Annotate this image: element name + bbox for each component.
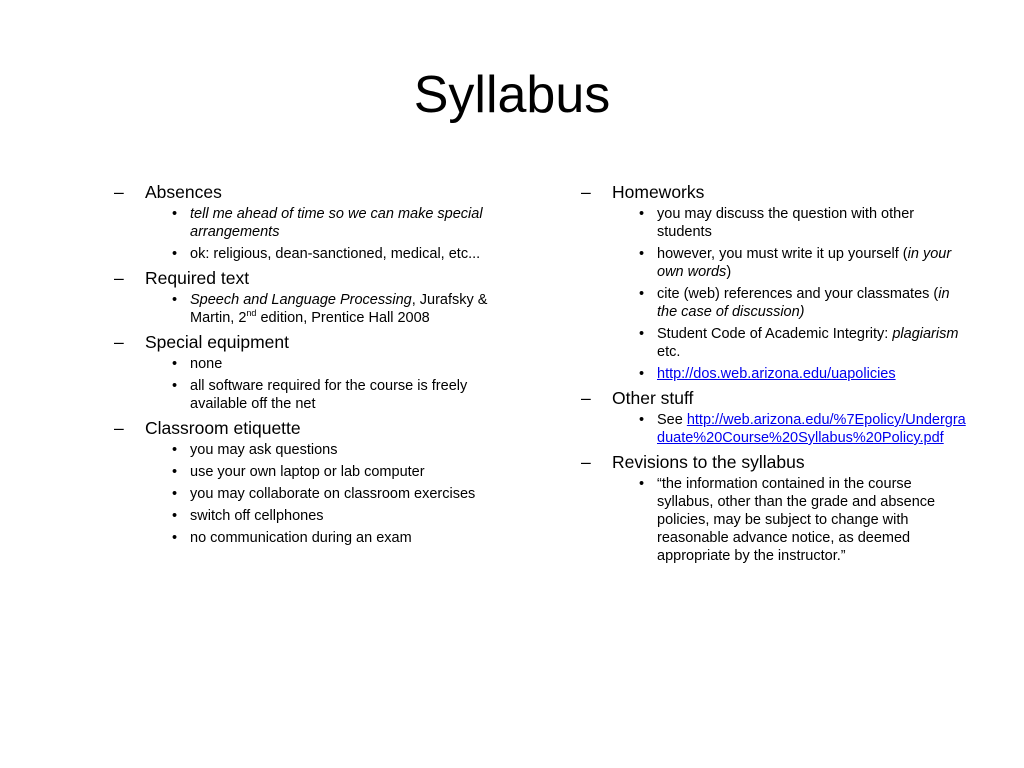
bullet-text: “the information contained in the course syllabus, other than the grade and absence policies, may be subject to change with reasonable advance notice, as deemed appropriate by the instructor.” <box>657 476 936 564</box>
list-item <box>114 245 494 263</box>
list-item <box>581 411 966 447</box>
list-item <box>581 285 966 321</box>
book-title: Speech and Language Processing <box>190 292 412 308</box>
list-item <box>581 475 966 565</box>
bullet-marker: • <box>639 366 645 382</box>
italic-text: in your own words <box>657 246 952 280</box>
bullet-text: no communication during an exam <box>190 530 412 546</box>
heading-text: Homeworks <box>612 182 705 202</box>
dash-marker: – <box>581 182 591 202</box>
bullet-marker: • <box>172 530 178 546</box>
section-heading <box>581 181 966 203</box>
section-heading <box>114 181 494 203</box>
section-revisions <box>581 451 966 565</box>
heading-text: Special equipment <box>145 332 289 352</box>
bullet-marker: • <box>639 476 645 492</box>
dash-marker: – <box>114 332 124 352</box>
bullet-list <box>114 291 494 327</box>
bullet-marker: • <box>172 442 178 458</box>
dash-marker: – <box>581 388 591 408</box>
list-item <box>114 441 494 459</box>
bullet-marker: • <box>172 486 178 502</box>
bullet-text: ) <box>726 264 732 280</box>
bullet-marker: • <box>172 356 178 372</box>
section-heading <box>581 451 966 473</box>
list-item <box>581 365 966 383</box>
bullet-text: you may ask questions <box>190 442 338 458</box>
dash-marker: – <box>114 418 124 438</box>
section-special-equipment <box>114 331 494 413</box>
bullet-text: Student Code of Academic Integrity: <box>657 326 893 342</box>
bullet-text: edition, Prentice Hall 2008 <box>256 310 430 326</box>
bullet-list <box>581 205 966 383</box>
list-item <box>114 355 494 373</box>
section-classroom-etiquette <box>114 417 494 547</box>
bullet-list <box>581 475 966 565</box>
heading-text: Other stuff <box>612 388 694 408</box>
bullet-marker: • <box>172 378 178 394</box>
section-other-stuff <box>581 387 966 447</box>
bullet-marker: • <box>639 246 645 262</box>
bullet-marker: • <box>172 246 178 262</box>
bullet-text: all software required for the course is freely available off the net <box>190 378 468 412</box>
bullet-list <box>114 441 494 547</box>
bullet-text: use your own laptop or lab computer <box>190 464 425 480</box>
section-homeworks <box>581 181 966 383</box>
list-item <box>114 205 494 241</box>
bullet-marker: • <box>639 326 645 342</box>
bullet-text: you may collaborate on classroom exercises <box>190 486 476 502</box>
bullet-text: tell me ahead of time so we can make special arrangements <box>190 206 483 240</box>
bullet-text: etc. <box>657 344 681 360</box>
page-title: Syllabus <box>413 66 611 124</box>
bullet-text: however, you must write it up yourself ( <box>657 246 908 262</box>
heading-text: Absences <box>145 182 222 202</box>
section-absences <box>114 181 494 263</box>
bullet-marker: • <box>639 286 645 302</box>
italic-text: in the case of discussion) <box>657 286 950 320</box>
dash-marker: – <box>114 182 124 202</box>
bullet-text: you may discuss the question with other students <box>657 206 915 240</box>
list-item <box>114 529 494 547</box>
bullet-list <box>114 205 494 263</box>
heading-text: Classroom etiquette <box>145 418 301 438</box>
bullet-list <box>114 355 494 413</box>
bullet-text: ok: religious, dean-sanctioned, medical, etc... <box>190 246 481 262</box>
list-item <box>114 485 494 503</box>
bullet-text: switch off cellphones <box>190 508 324 524</box>
list-item <box>581 205 966 241</box>
section-heading <box>114 417 494 439</box>
bullet-marker: • <box>172 508 178 524</box>
section-heading <box>114 267 494 289</box>
bullet-marker: • <box>172 292 178 308</box>
uapolicies-link[interactable]: http://dos.web.arizona.edu/uapolicies <box>657 366 896 382</box>
superscript: nd <box>246 308 257 319</box>
list-item <box>581 245 966 281</box>
bullet-text: cite (web) references and your classmates ( <box>657 286 939 302</box>
syllabus-policy-link[interactable]: http://web.arizona.edu/%7Epolicy/Undergraduate%20Course%20Syllabus%20Policy.pdf <box>657 412 966 446</box>
bullet-text: See <box>657 412 687 428</box>
bullet-text: , Jurafsky & Martin, 2 <box>190 292 488 326</box>
dash-marker: – <box>581 452 591 472</box>
list-item <box>114 463 494 481</box>
italic-text: plagiarism <box>892 326 959 342</box>
list-item <box>114 291 494 327</box>
list-item <box>114 377 494 413</box>
bullet-marker: • <box>639 206 645 222</box>
list-item <box>581 325 966 361</box>
bullet-marker: • <box>639 412 645 428</box>
list-item <box>114 507 494 525</box>
bullet-marker: • <box>172 206 178 222</box>
heading-text: Revisions to the syllabus <box>612 452 805 472</box>
bullet-marker: • <box>172 464 178 480</box>
right-column <box>581 181 966 569</box>
section-heading <box>581 387 966 409</box>
section-required-text <box>114 267 494 327</box>
heading-text: Required text <box>145 268 250 288</box>
dash-marker: – <box>114 268 124 288</box>
bullet-text: none <box>190 356 223 372</box>
section-heading <box>114 331 494 353</box>
left-column <box>114 181 494 551</box>
bullet-list <box>581 411 966 447</box>
